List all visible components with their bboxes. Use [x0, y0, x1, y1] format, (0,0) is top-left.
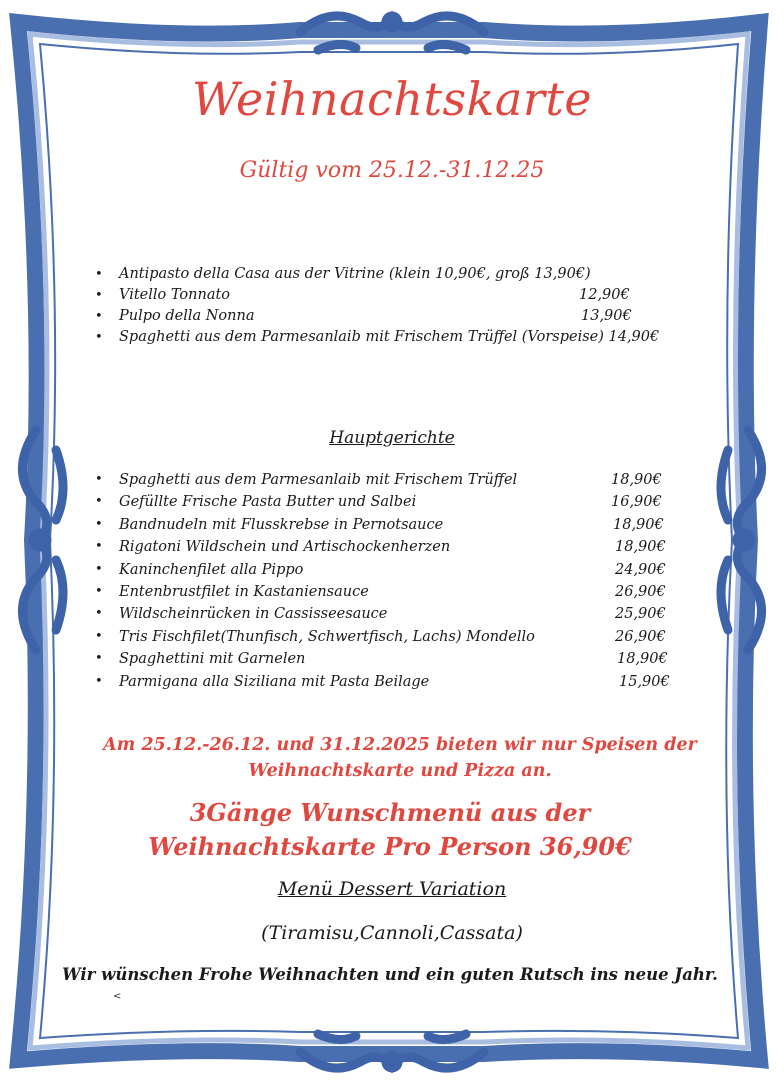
item-price: 26,90€: [615, 583, 666, 600]
item-price: 26,90€: [615, 628, 666, 645]
list-item: [95, 306, 679, 327]
list-item: [95, 264, 679, 285]
item-price: 15,90€: [619, 673, 670, 690]
item-text: Spaghetti aus dem Parmesanlaib mit Frischem Trüffel (Vorspeise) 14,90€: [119, 329, 660, 345]
greeting: Wir wünschen Frohe Weihnachten und ein guten Rutsch ins neue Jahr.: [62, 965, 718, 984]
list-item: [95, 671, 689, 693]
item-text: Antipasto della Casa aus der Vitrine (klein 10,90€, groß 13,90€): [119, 266, 591, 282]
dessert-heading: Menü Dessert Variation: [277, 878, 507, 900]
item-price: 13,90€: [581, 308, 632, 324]
item-text: Vitello Tonnato: [119, 287, 231, 303]
bullet-icon: •: [95, 472, 103, 487]
item-price: 18,90€: [613, 516, 664, 533]
list-item: [95, 581, 689, 603]
list-item: [95, 603, 689, 625]
item-text: Gefüllte Frische Pasta Butter und Salbei: [119, 494, 417, 511]
starters-list: [95, 264, 679, 369]
list-item: [95, 491, 689, 513]
list-item: [95, 626, 689, 648]
item-text: Wildscheinrücken in Cassisseesauce: [119, 606, 388, 623]
bullet-icon: •: [95, 539, 103, 555]
list-item: [95, 469, 689, 491]
holiday-notice: Am 25.12.-26.12. und 31.12.2025 bieten wir nur Speisen der Weihnachtskarte und Pizza an.: [103, 735, 697, 781]
bullet-icon: •: [95, 651, 103, 667]
bullet-icon: •: [95, 288, 103, 303]
bullet-icon: •: [95, 561, 103, 577]
mains-list: [95, 469, 689, 693]
list-item: [95, 536, 689, 558]
item-text: Rigatoni Wildschein und Artischockenherzen: [119, 539, 451, 556]
dessert-items: (Tiramisu,Cannoli,Cassata): [261, 922, 523, 944]
item-price: 16,90€: [611, 494, 662, 511]
bullet-icon: •: [95, 267, 103, 282]
validity-period: Gültig vom 25.12.-31.12.25: [239, 158, 545, 183]
bullet-icon: •: [95, 673, 103, 689]
bullet-icon: •: [95, 309, 103, 324]
item-price: 24,90€: [615, 561, 666, 578]
bullet-icon: •: [95, 606, 103, 622]
bullet-icon: •: [95, 516, 103, 532]
item-text: Pulpo della Nonna: [119, 308, 255, 324]
item-text: Spaghetti aus dem Parmesanlaib mit Frischem Trüffel: [119, 472, 518, 488]
item-price: 18,90€: [617, 651, 668, 668]
item-price: 18,90€: [615, 539, 666, 556]
stray-mark: <: [113, 991, 122, 1002]
list-item: [95, 514, 689, 536]
item-text: Entenbrustfilet in Kastaniensauce: [119, 583, 369, 600]
set-menu-offer: 3Gänge Wunschmenü aus der Weihnachtskarte Pro Person 36,90€: [148, 798, 632, 861]
bullet-icon: •: [95, 583, 103, 599]
mains-heading: Hauptgerichte: [329, 428, 455, 448]
bullet-icon: •: [95, 628, 103, 644]
item-text: Parmigana alla Siziliana mit Pasta Beilage: [119, 673, 430, 690]
item-text: Kaninchenfilet alla Pippo: [119, 561, 304, 578]
list-item: [95, 285, 679, 306]
list-item: [95, 559, 689, 581]
item-text: Tris Fischfilet(Thunfisch, Schwertfisch, Lachs) Mondello: [119, 628, 535, 645]
bullet-icon: •: [95, 494, 103, 510]
list-item: [95, 327, 664, 369]
item-text: Bandnudeln mit Flusskrebse in Pernotsauce: [119, 516, 444, 533]
item-price: 18,90€: [611, 472, 662, 488]
item-price: 12,90€: [579, 287, 630, 303]
page-title: Weihnachtskarte: [191, 72, 593, 126]
list-item: [95, 648, 689, 670]
item-text: Spaghettini mit Garnelen: [119, 651, 306, 668]
bullet-icon: •: [95, 330, 103, 345]
item-price: 25,90€: [615, 606, 666, 623]
